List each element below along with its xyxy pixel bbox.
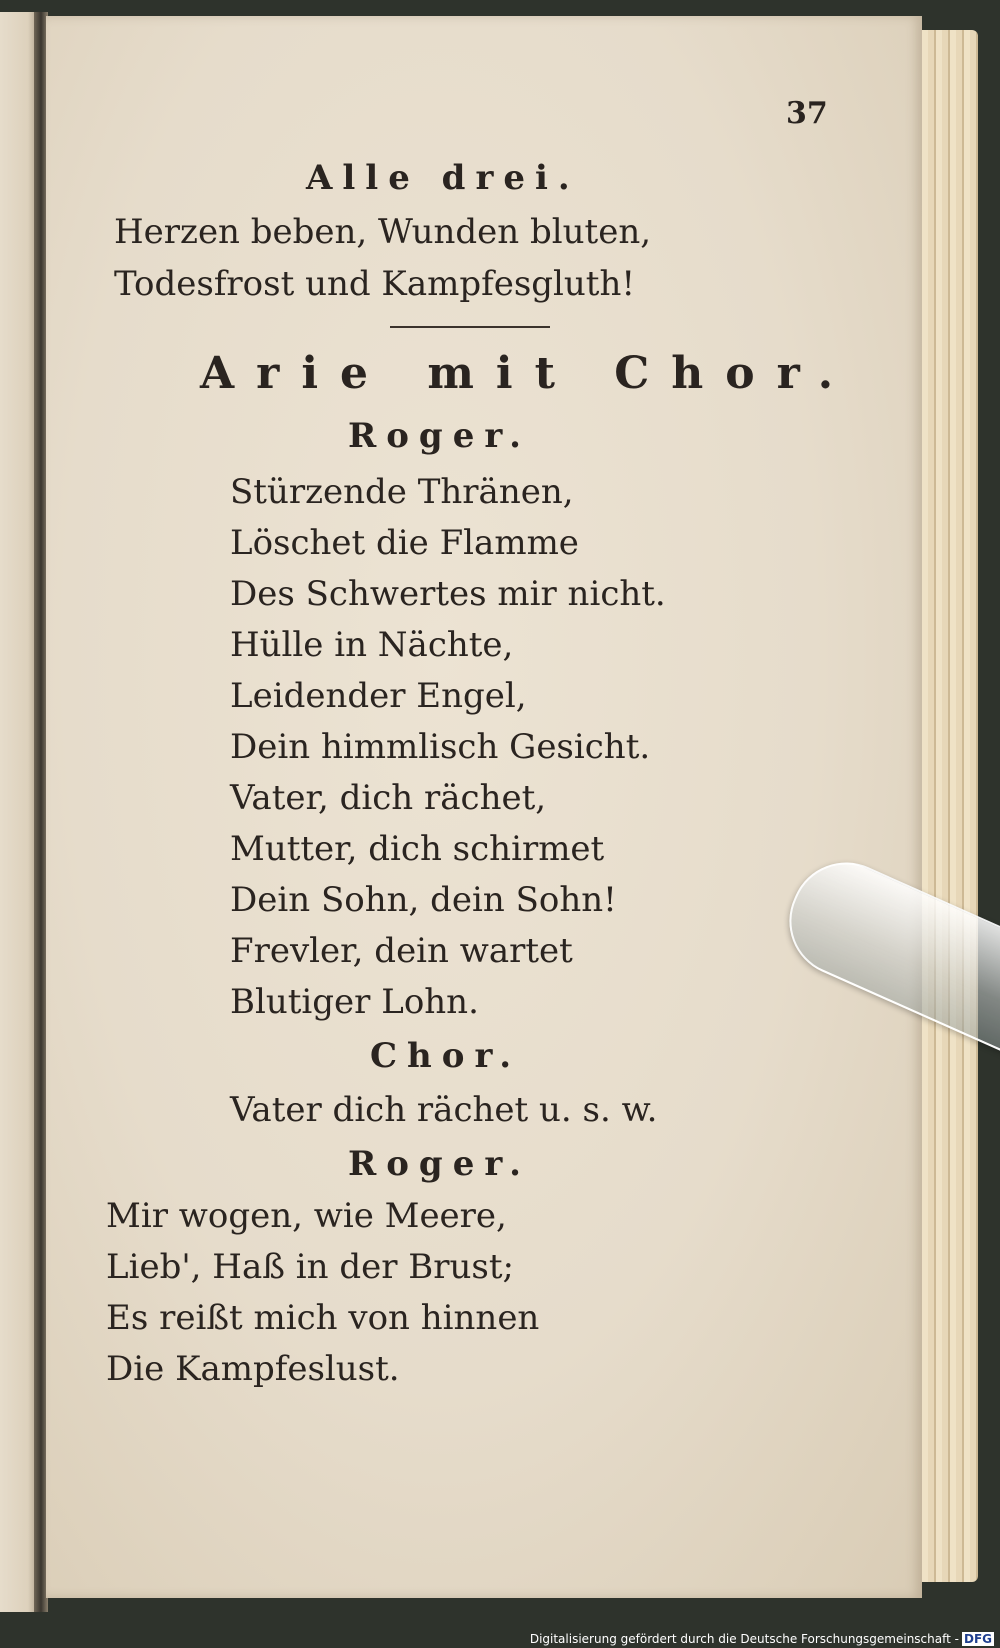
speaker-roger: Roger. [348, 416, 531, 456]
speaker-chor: Chor. [370, 1036, 522, 1076]
verse-line: Todesfrost und Kampfesgluth! [114, 264, 636, 304]
verse-line: Herzen beben, Wunden bluten, [114, 212, 652, 252]
verse-line: Frevler, dein wartet [230, 931, 573, 971]
verse-line: Lieb', Haß in der Brust; [106, 1247, 514, 1287]
verse-line: Mir wogen, wie Meere, [106, 1196, 507, 1236]
verse-line: Dein himmlisch Gesicht. [230, 727, 651, 767]
verse-line: Vater, dich rächet, [230, 778, 547, 818]
page-number: 37 [786, 96, 828, 131]
verse-line: Stürzende Thränen, [230, 472, 574, 512]
verse-line: Löschet die Flamme [230, 523, 579, 563]
book-page [46, 16, 922, 1598]
verse-line: Blutiger Lohn. [230, 982, 479, 1022]
credit-text: Digitalisierung gefördert durch die Deutsche Forschungsgemeinschaft - [529, 1632, 959, 1646]
verse-line: Es reißt mich von hinnen [106, 1298, 540, 1338]
verse-line: Die Kampfeslust. [106, 1349, 400, 1389]
verse-line: Dein Sohn, dein Sohn! [230, 880, 617, 920]
verse-line: Vater dich rächet u. s. w. [230, 1090, 658, 1130]
verse-line: Leidender Engel, [230, 676, 527, 716]
section-heading: Arie mit Chor. [200, 348, 856, 399]
dfg-logo: DFG [963, 1632, 992, 1646]
speaker-alle-drei: Alle drei. [306, 158, 580, 198]
verse-line: Hülle in Nächte, [230, 625, 514, 665]
verse-line: Des Schwertes mir nicht. [230, 574, 666, 614]
speaker-roger: Roger. [348, 1144, 531, 1184]
section-divider [390, 326, 550, 328]
digitization-credit [530, 1632, 994, 1646]
verse-line: Mutter, dich schirmet [230, 829, 605, 869]
